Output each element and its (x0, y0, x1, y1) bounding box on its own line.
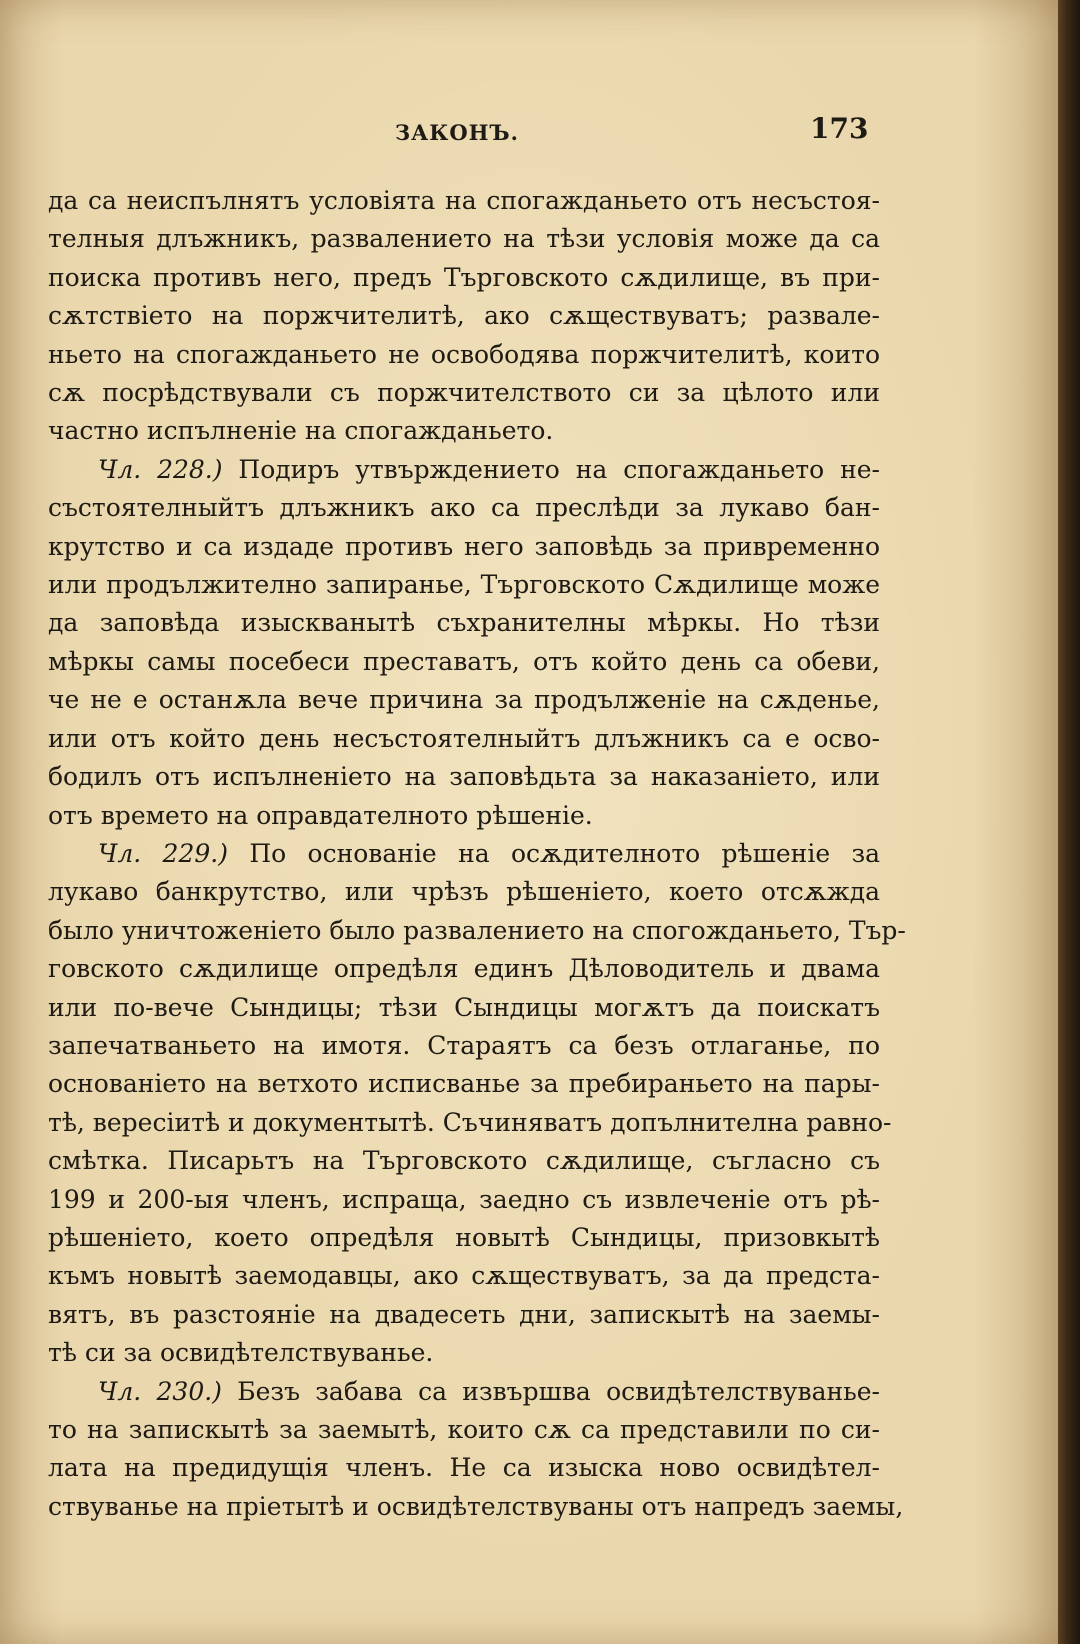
text-line: ньето на спогажданьето не освободява поржчителитѣ, които (48, 339, 880, 369)
text-fragment: По основаніе на осѫдителното рѣшеніе за (249, 838, 881, 868)
text-line: рѣшеніето, което опредѣля новытѣ Сындицы, призовкытѣ (48, 1222, 880, 1252)
text-fragment: Подиръ утвърждението на спогажданьето не- (238, 454, 880, 484)
text-line: тѣ си за освидѣтелствуванье. (48, 1338, 434, 1368)
text-line: състоятелныйтъ длъжникъ ако са прeслѣди за лукаво бан- (48, 493, 880, 523)
text-fragment: Безъ забава са извършва освидѣтелствуванье- (237, 1376, 881, 1406)
article-number: Чл. 229.) (98, 838, 228, 868)
text-line: то на запискытѣ за заемытѣ, които сѫ са представили по си- (48, 1415, 880, 1444)
text-line: къмъ новытѣ заемодавцы, ако сѫществуватъ, за да предста- (48, 1261, 880, 1291)
text-line: или по-вече Сындицы; тѣзи Сындицы могѫтъ да поискатъ (48, 992, 880, 1022)
text-line: или продължително запиранье, Търговското Сѫдилище може (48, 570, 880, 600)
text-line: вятъ, въ разстояніе на двадесеть дни, запискытѣ на заемы- (48, 1299, 880, 1329)
page-header (0, 112, 1058, 162)
text-line: сѫтствіето на поржчителитѣ, ако сѫществуватъ; развале- (48, 301, 880, 331)
text-line: смѣтка. Писарьтъ на Търговското сѫдилище, съгласно съ (48, 1146, 880, 1176)
text-line: поиска противъ него, предъ Търговското сѫдилище, въ при- (48, 262, 880, 292)
text-line: 199 и 200-ыя членъ, испраща, заедно съ извлеченіе отъ рѣ- (48, 1184, 880, 1214)
text-line: че не е останѫла вече причина за продълженіе на сѫденье, (48, 685, 880, 715)
text-line (48, 1373, 880, 1411)
text-line: телныя длъжникъ, развалението на тѣзи условія може да са (48, 224, 880, 254)
text-line (48, 451, 880, 489)
text-line: ствуванье на пріетытѣ и освидѣтелствуваны отъ напредъ заемы, (48, 1491, 904, 1521)
text-line: крутство и са издаде противъ него заповѣдь за привременно (48, 531, 880, 561)
paragraph-article-229 (48, 835, 906, 1373)
paragraph-article-228 (48, 451, 880, 835)
text-line: или отъ който день несъстоятелныйтъ длъжникъ са е осво- (48, 723, 880, 753)
running-head: ЗАКОНЪ. (395, 120, 519, 145)
text-line: да са неиспълнятъ условіята на спогажданьето отъ несъстоя- (48, 186, 880, 215)
text-line: да заповѣда изыскванытѣ съхранителны мѣркы. Но тѣзи (48, 608, 880, 638)
text-line: бодилъ отъ испълненіето на заповѣдьта за наказаніето, или (48, 762, 880, 792)
text-line: лукаво банкрутство, или чрѣзъ рѣшеніето, което отсѫжда (48, 877, 880, 907)
article-number: Чл. 228.) (98, 454, 223, 484)
body-text (48, 182, 906, 1526)
text-line: запечатваньето на имотя. Стараятъ са безъ отлаганье, по (48, 1030, 880, 1060)
text-line: основаніето на ветхото исписванье за пребираньето на пары- (48, 1069, 880, 1099)
text-line: мѣркы самы посебеси преставатъ, отъ който день са обеви, (48, 646, 880, 676)
text-line: сѫ посрѣдствували съ поржчителството си за цѣлото или (48, 378, 880, 408)
text-line: говското сѫдилище опредѣля единъ Дѣловодитель и двама (48, 954, 880, 984)
text-line: частно испълненіе на спогажданьето. (48, 416, 554, 446)
text-line: было уничтоженіето было развалението на спогожданьето, Тър- (48, 915, 906, 945)
text-line (48, 835, 880, 873)
paragraph (48, 182, 880, 451)
page-number: 173 (810, 112, 869, 145)
paragraph-article-230 (48, 1373, 904, 1527)
article-number: Чл. 230.) (98, 1376, 222, 1406)
page-edge (1058, 0, 1080, 1644)
text-line: лата на предидущія членъ. Не са изыска ново освидѣтел- (48, 1453, 880, 1483)
text-line: тѣ, вересіитѣ и документытѣ. Съчиняватъ допълнителна равно- (48, 1107, 892, 1137)
text-line: отъ времето на оправдателното рѣшеніе. (48, 800, 593, 830)
